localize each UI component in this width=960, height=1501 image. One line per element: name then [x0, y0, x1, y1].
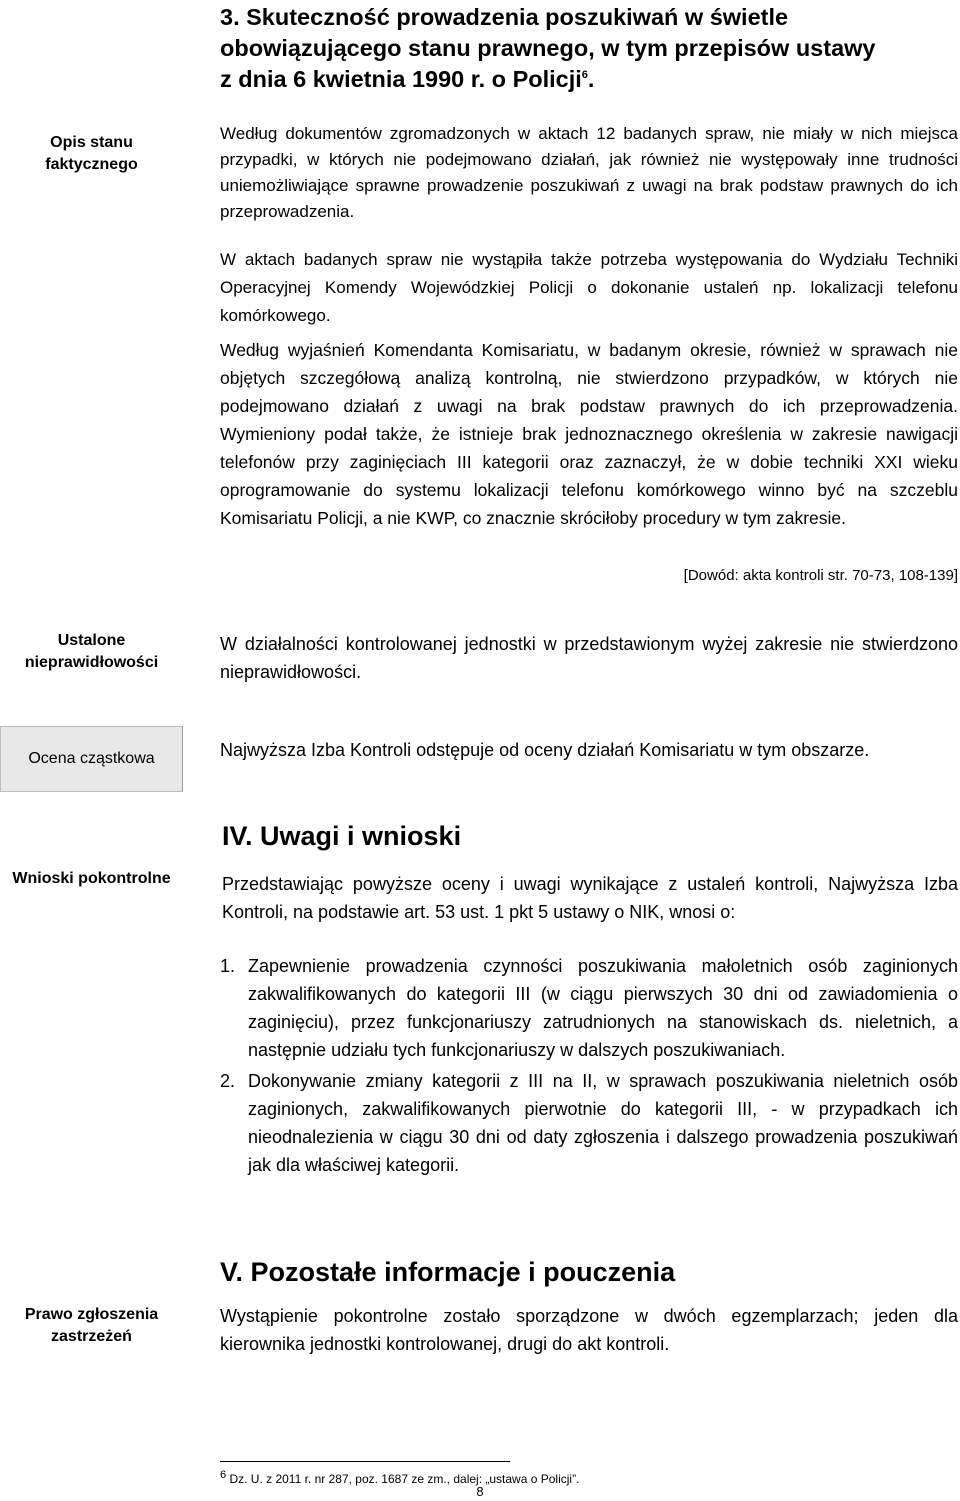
- sidebar-label-wnioski: Wnioski pokontrolne: [12, 870, 171, 887]
- footnote-ref: 6: [581, 69, 588, 82]
- paragraph-2: W aktach badanych spraw nie wystąpiła także potrzeba występowania do Wydziału Techniki Operacyjnej Komendy Wojewódzkiej Policji o dokonanie ustaleń np. lokalizacji telefonu komórkowego.: [220, 250, 958, 325]
- paragraph-1: Według dokumentów zgromadzonych w aktach 12 badanych spraw, nie miały w nich miejsca przypadki, w których nie podejmowano działań, jak również nie występowały inne trudności uniemożliwiające sprawne prowadzenie poszukiwań z uwagi na brak podstaw prawnych do ich przeprowadzenia.: [220, 124, 958, 221]
- heading-line-1: 3. Skuteczność prowadzenia poszukiwań w świetle: [220, 4, 789, 30]
- section-5-title: V. Pozostałe informacje i pouczenia: [220, 1257, 676, 1287]
- sidebar-label-ocena: Ocena cząstkowa: [0, 726, 183, 792]
- recommendation-item-1: 1. Zapewnienie prowadzenia czynności poszukiwania małoletnich osób zaginionych zakwalifikowanych do kategorii III (w ciągu pierwszych 30 dni od zawiadomienia o zaginięciu), przez funkcjonariuszy zatrudnionych na stanowiskach ds. nieletnich, a następnie udziału tych funkcjonariuszy w dalszych poszukiwaniach.: [220, 956, 958, 1060]
- irregularities-text: W działalności kontrolowanej jednostki w przedstawionym wyżej zakresie nie stwierdzono nieprawidłowości.: [220, 634, 958, 682]
- heading-line-3: z dnia 6 kwietnia 1990 r. o Policji$^6$.: [220, 66, 595, 92]
- section-5-text: Wystąpienie pokontrolne zostało sporządzone w dwóch egzemplarzach; jeden dla kierownika jednostki kontrolowanej, drugi do akt kontroli.: [220, 1306, 958, 1354]
- recommendation-item-2: 2. Dokonywanie zmiany kategorii z III na II, w sprawach poszukiwania nieletnich osób zaginionych, zakwalifikowanych pierwotnie do kategorii III, - w przypadkach ich nieodnalezienia w ciągu 30 dni od daty zgłoszenia i dalszego prowadzenia poszukiwań jak dla właściwej kategorii.: [220, 1071, 958, 1175]
- sidebar-label-opis-stanu: Opis stanu faktycznego: [45, 134, 138, 173]
- recommendations-list: [220, 952, 958, 1182]
- section-4-title: IV. Uwagi i wnioski: [222, 821, 462, 851]
- footnote: $^6$ Dz. U. z 2011 r. nr 287, poz. 1687 ze zm., dalej: „ustawa o Policji”.: [220, 1469, 580, 1486]
- sidebar-label-ustalone: Ustalone nieprawidłowości: [24, 632, 159, 671]
- sidebar-label-prawo: Prawo zgłoszenia zastrzeżeń: [24, 1306, 159, 1345]
- evidence-reference: [Dowód: akta kontroli str. 70-73, 108-139]: [683, 567, 958, 584]
- page-number: 8: [476, 1484, 484, 1499]
- paragraph-3: Według wyjaśnień Komendanta Komisariatu, w badanym okresie, również w sprawach nie objętych szczegółową analizą kontrolną, nie stwierdzono przypadków, w których nie podejmowano działań z uwagi na brak podstaw prawnych do ich przeprowadzenia. Wymieniony podał także, że istnieje brak jednoznacznego określenia w zakresie nawigacji telefonów przy zaginięciach III kategorii oraz zaznaczył, że w dobie techniki XXI wieku oprogramowanie do systemu lokalizacji telefonu komórkowego winno być na szczeblu Komisariatu Policji, a nie KWP, co znacznie skróciłoby procedury w tym zakresie.: [220, 340, 958, 528]
- heading-line-2: obowiązującego stanu prawnego, w tym przepisów ustawy: [220, 35, 876, 61]
- assessment-text: Najwyższa Izba Kontroli odstępuje od oceny działań Komisariatu w tym obszarze.: [220, 740, 870, 760]
- section-4-intro: Przedstawiając powyższe oceny i uwagi wynikające z ustaleń kontroli, Najwyższa Izba Kontroli, na podstawie art. 53 ust. 1 pkt 5 ustawy o NIK, wnosi o:: [222, 874, 958, 922]
- footnote-separator: [220, 1461, 510, 1462]
- section-3-heading: [220, 2, 958, 95]
